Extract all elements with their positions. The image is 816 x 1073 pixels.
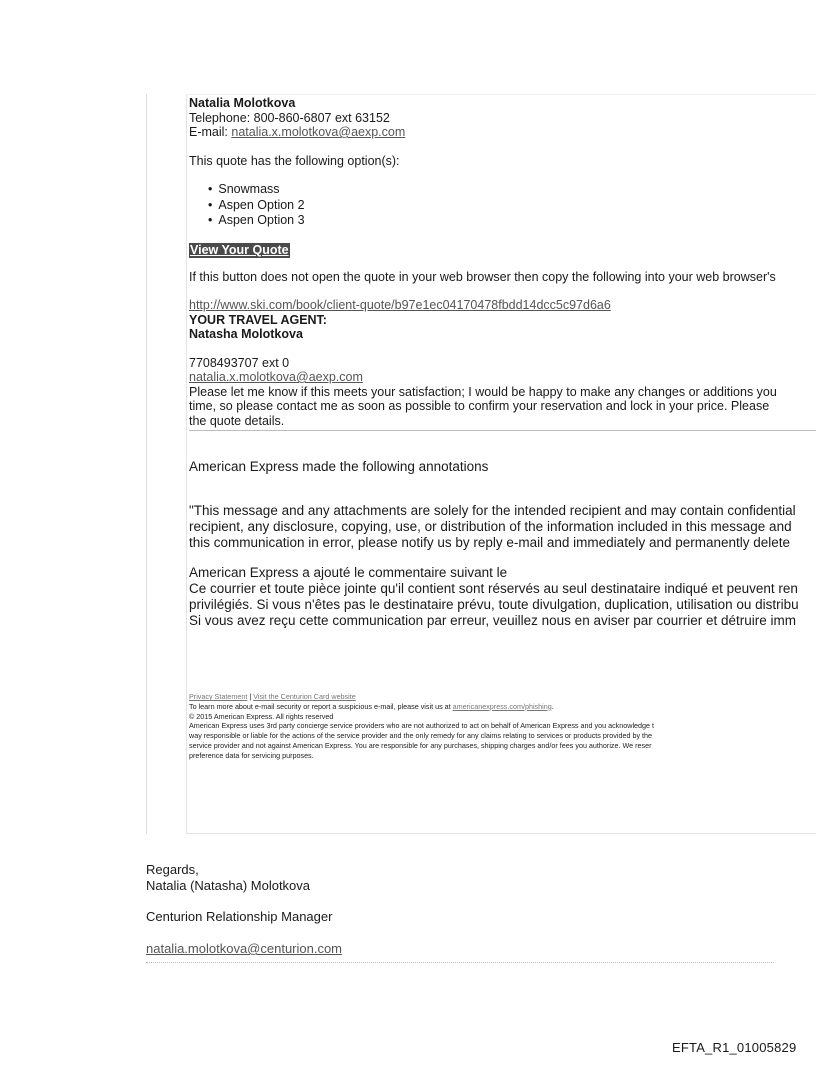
privacy-statement-link[interactable]: Privacy Statement [189, 692, 248, 701]
copy-instruction: If this button does not open the quote in your web browser then copy the following into your web browser's [189, 269, 776, 284]
email-label: E-mail: [189, 125, 232, 139]
quote-intro: This quote has the following option(s): [189, 153, 400, 168]
agent-name: Natalia Molotkova [189, 96, 296, 110]
security-text: To learn more about e-mail security or report a suspicious e-mail, please visit us at [189, 701, 453, 711]
email-signature [146, 862, 342, 957]
signature-email-link[interactable]: natalia.molotkova@centurion.com [146, 941, 343, 956]
annotation-en-line-2: recipient, any disclosure, copying, use, or distribution of the information included in this message and [189, 519, 792, 534]
agent-email-link[interactable]: natalia.x.molotkova@aexp.com [231, 125, 406, 139]
link-separator: | [247, 692, 254, 701]
quote-options-list [189, 182, 816, 229]
phishing-link[interactable]: americanexpress.com/phishing [452, 701, 552, 711]
annotation-en-line-1: "This message and any attachments are solely for the intended recipient and may contain confidential [189, 503, 796, 518]
view-quote-button[interactable]: View Your Quote [190, 242, 289, 257]
annotation-fr-heading: American Express a ajouté le commentaire suivant le [189, 565, 508, 580]
sign-off: Regards, [146, 862, 199, 877]
agent-phone: 7708493707 ext 0 [189, 355, 290, 370]
annotation-fr-line-2: privilégiés. Si vous n'êtes pas le destinataire prévu, toute divulgation, duplication, utilisation ou distribu [189, 597, 799, 612]
security-text-end: . [551, 701, 554, 711]
fine-print-line-1: American Express uses 3rd party concierge service providers who are not authorized to act on behalf of American Express and you acknowledge t [189, 721, 655, 731]
closing-line-1: Please let me know if this meets your satisfaction; I would be happy to make any changes or additions you [189, 384, 777, 399]
list-item: • Aspen Option 2 [208, 198, 816, 214]
annotation-fr-line-1: Ce courrier et toute pièce jointe qu'il contient sont réservés au seul destinataire indiqué et peuvent ren [189, 581, 798, 596]
travel-agent-email-link[interactable]: natalia.x.molotkova@aexp.com [189, 370, 363, 384]
fine-print-line-4: preference data for servicing purposes. [189, 750, 314, 760]
list-item: • Aspen Option 3 [208, 213, 816, 229]
signature-title: Centurion Relationship Manager [146, 909, 333, 924]
agent-email-line [189, 125, 816, 140]
agent-telephone: Telephone: 800-860-6807 ext 63152 [189, 110, 390, 125]
annotation-en-line-3: this communication in error, please notify us by reply e-mail and immediately and permanently delete [189, 535, 791, 550]
copyright: © 2015 American Express. All rights reserved [189, 711, 334, 721]
centurion-website-link[interactable]: Visit the Centurion Card website [253, 692, 356, 701]
fine-print [189, 692, 816, 761]
signature-divider [146, 962, 774, 963]
travel-agent-name: Natasha Molotkova [189, 327, 303, 341]
quote-url-link[interactable]: http://www.ski.com/book/client-quote/b97e1ec04170478fbdd14dcc5c97d6a6 [189, 298, 611, 312]
travel-agent-heading: YOUR TRAVEL AGENT: [189, 312, 327, 327]
annotations-heading: American Express made the following annotations [189, 459, 489, 474]
annotation-fr-line-3: Si vous avez reçu cette communication par erreur, veuillez nous en aviser par courrier et détruire imm [189, 613, 797, 628]
closing-line-2: time, so please contact me as soon as possible to confirm your reservation and lock in your price. Please [189, 399, 770, 413]
list-item: • Snowmass [208, 182, 816, 198]
signature-name: Natalia (Natasha) Molotkova [146, 878, 311, 893]
fine-print-line-2: way responsible or liable for the actions of the service provider and the only remedy for any claims relating to services or products provided by the [189, 731, 653, 741]
quote-email-content [189, 96, 816, 761]
document-id: EFTA_R1_01005829 [672, 1040, 797, 1055]
fine-print-line-3: service provider and not against American Express. You are responsible for any purchases, shipping charges and/or fees you authorize. We reser [189, 740, 652, 750]
closing-line-3: the quote details. [189, 413, 285, 428]
